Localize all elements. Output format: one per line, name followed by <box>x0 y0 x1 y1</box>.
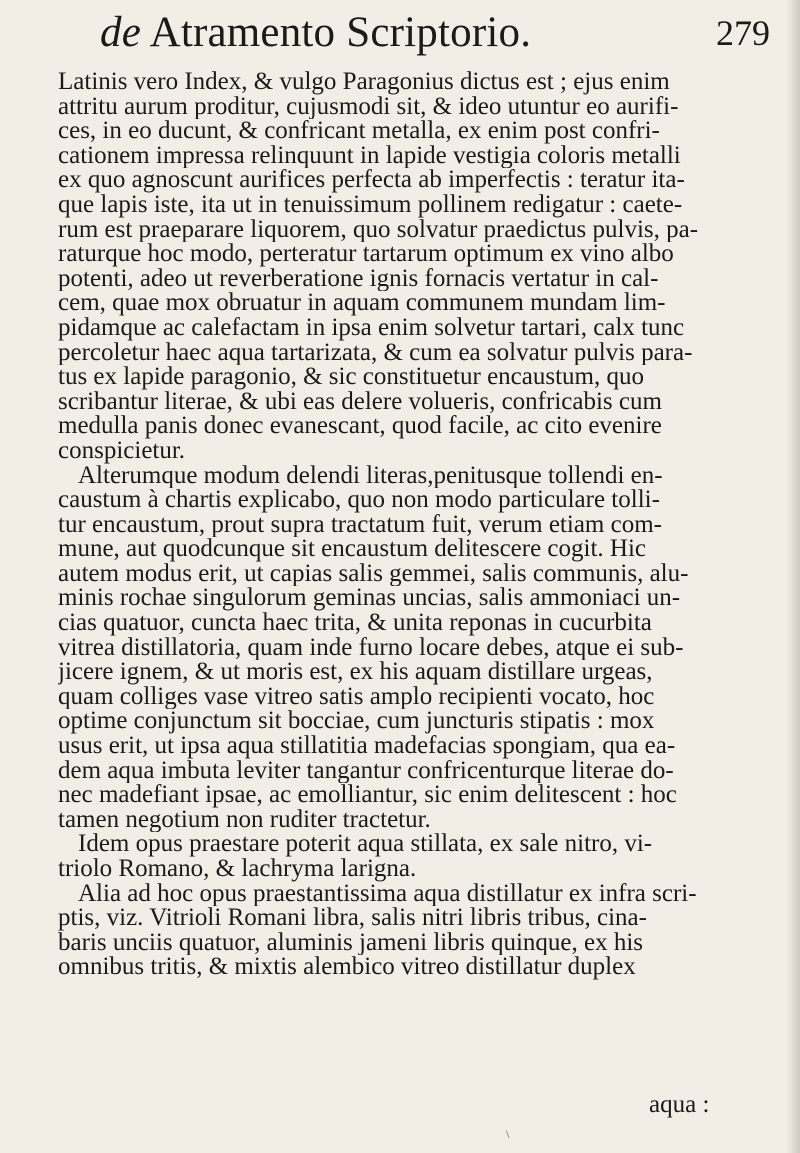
paragraph-first-line: Idem opus praestare poterit aqua stillata, ex sale nitro, vi- <box>78 832 653 857</box>
text-line: tamen negotium non ruditer tractetur. <box>58 807 431 833</box>
text-line: cias quatuor, cuncta haec trita, & unita reponas in cucurbita <box>58 611 652 636</box>
page-title <box>100 8 531 58</box>
text-line: dem aqua imbuta leviter tangantur confricenturque literae do- <box>58 758 674 784</box>
paragraph-first-line: Alia ad hoc opus praestantissima aqua distillatur ex infra scri- <box>78 881 697 907</box>
text-line: quam colliges vase vitreo satis amplo recipienti vocato, hoc <box>58 684 655 710</box>
text-line: percoletur haec aqua tartarizata, & cum ea solvatur pulvis para- <box>58 340 693 366</box>
text-line: omnibus tritis, & mixtis alembico vitreo distillatur duplex <box>58 955 636 980</box>
text-line: rum est praeparare liquorem, quo solvatur praedictus pulvis, pa- <box>58 217 699 243</box>
text-line: ptis, viz. Vitrioli Romani libra, salis nitri libris tribus, cina- <box>58 906 647 931</box>
text-line: ces, in eo ducunt, & confricant metalla, ex enim post confri- <box>58 119 660 144</box>
text-line: autem modus erit, ut capias salis gemmei, salis communis, alu- <box>58 561 689 587</box>
text-line: cationem impressa relinquunt in lapide vestigia coloris metalli <box>58 143 681 169</box>
text-line: usus erit, ut ipsa aqua stillatitia madefacias spongiam, qua ea- <box>58 734 676 759</box>
text-line: attritu aurum proditur, cujusmodi sit, & ideo utuntur eo aurifi- <box>58 94 679 120</box>
text-line: tus ex lapide paragonio, & sic constituetur encaustum, quo <box>58 365 644 390</box>
text-line: que lapis iste, ita ut in tenuissimum pollinem redigatur : caete- <box>58 192 683 218</box>
text-line: baris unciis quatuor, aluminis jameni libris quinque, ex his <box>58 930 644 956</box>
text-line: mune, aut quodcunque sit encaustum delitescere cogit. Hic <box>58 537 647 562</box>
text-line: optime conjunctum sit bocciae, cum juncturis stipatis : mox <box>58 709 655 735</box>
text-line: potenti, adeo ut reverberatione ignis fornacis vertatur in cal- <box>58 266 659 292</box>
text-line: vitrea distillatoria, quam inde furno locare debes, atque ei sub- <box>58 635 684 661</box>
text-line: Latinis vero Index, & vulgo Paragonius dictus est ; ejus enim <box>58 70 670 95</box>
paragraph-first-line: Alterumque modum delendi literas,penitusque tollendi en- <box>78 463 663 489</box>
body-text <box>58 70 780 980</box>
text-line: nec madefiant ipsae, ac emolliantur, sic enim delitescent : hoc <box>58 783 677 808</box>
catchword: aqua : <box>649 1091 710 1118</box>
text-line: raturque hoc modo, perteratur tartarum optimum ex vino albo <box>58 242 674 267</box>
running-head <box>0 8 800 58</box>
title-main-words: Atramento Scriptorio. <box>149 9 532 56</box>
text-line: minis rochae singulorum geminas uncias, salis ammoniaci un- <box>58 586 681 612</box>
text-line: ex quo agnoscunt aurifices perfecta ab imperfectis : teratur ita- <box>58 168 685 193</box>
text-line: medulla panis donec evanescant, quod facile, ac cito evenire <box>58 414 662 439</box>
text-line: cem, quae mox obruatur in aquam communem mundam lim- <box>58 291 666 316</box>
page-number: 279 <box>716 13 770 53</box>
text-line: scribantur literae, & ubi eas delere volueris, confricabis cum <box>58 389 662 415</box>
text-line: triolo Romano, & lachryma larigna. <box>58 857 417 882</box>
page-edge-shadow <box>786 0 800 1153</box>
text-line: conspicietur. <box>58 438 186 464</box>
ink-mark: \ <box>506 1127 510 1141</box>
text-line: pidamque ac calefactam in ipsa enim solvetur tartari, calx tunc <box>58 315 685 341</box>
title-italic-word: de <box>100 9 141 56</box>
text-line: jicere ignem, & ut moris est, ex his aquam distillare urgeas, <box>58 660 653 685</box>
text-line: tur encaustum, prout supra tractatum fuit, verum etiam com- <box>58 512 662 538</box>
text-line: caustum à chartis explicabo, quo non modo particulare tolli- <box>58 488 660 513</box>
